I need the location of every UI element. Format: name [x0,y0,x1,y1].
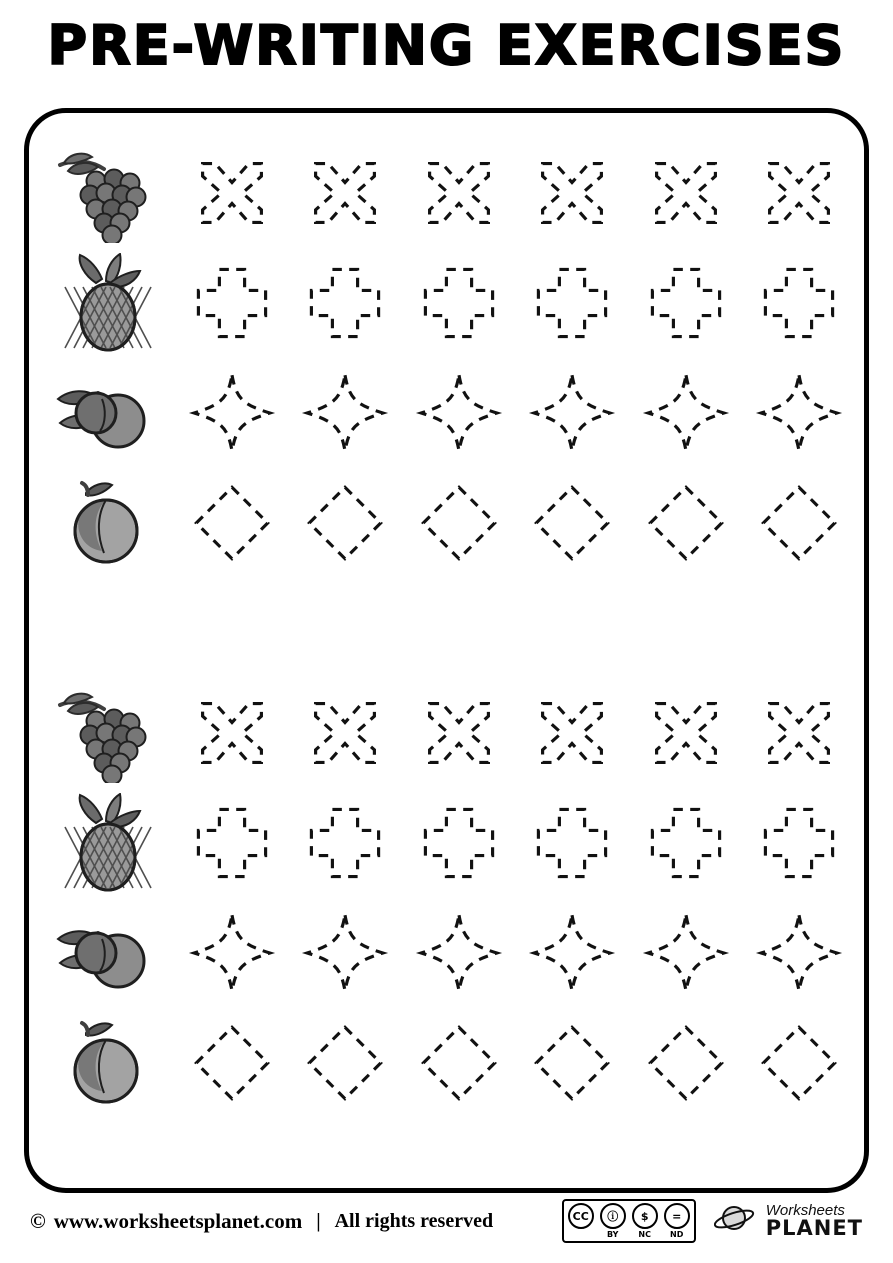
pineapple-icon [29,793,179,893]
rights-text: All rights reserved [334,1209,494,1232]
cc-item-nd [662,1203,692,1239]
plum-icon [29,363,179,463]
tracing-shapes-group [179,253,874,353]
tracing-shapes-group [179,793,874,893]
tracing-shape-plus[interactable] [747,253,852,353]
tracing-shape-star4[interactable] [747,903,852,1003]
worksheet-frame [24,108,869,1193]
worksheet-row [29,903,874,1003]
tracing-shape-diamond[interactable] [406,473,511,573]
cc-mark [566,1203,596,1239]
tracing-shape-x-cross[interactable] [179,683,284,783]
tracing-shape-plus[interactable] [179,253,284,353]
peach-icon [29,1013,179,1113]
page-title: PRE-WRITING EXERCISES [47,14,846,77]
brand-text [766,1203,863,1239]
tracing-shape-plus[interactable] [747,793,852,893]
footer-credit [30,1209,493,1234]
tracing-shape-plus[interactable] [633,253,738,353]
tracing-shape-star4[interactable] [406,903,511,1003]
tracing-shape-x-cross[interactable] [293,143,398,243]
brand-name-top: Worksheets [765,1202,845,1219]
cc-nd-label: ND [670,1230,684,1239]
footer-separator: | [316,1209,321,1232]
worksheet-row [29,143,874,243]
tracing-shape-star4[interactable] [520,903,625,1003]
website-url[interactable]: www.worksheetsplanet.com [53,1208,303,1233]
worksheet-row [29,683,874,783]
tracing-shape-diamond[interactable] [293,1013,398,1113]
peach-icon [29,473,179,573]
cc-license-badge [562,1199,696,1243]
grapes-icon [29,683,179,783]
tracing-shape-star4[interactable] [633,903,738,1003]
tracing-shapes-group [179,903,874,1003]
worksheet-row [29,253,874,353]
cc-mark-label [566,1230,596,1239]
tracing-shape-star4[interactable] [293,363,398,463]
tracing-shape-plus[interactable] [406,253,511,353]
cc-item-nc [630,1203,660,1239]
tracing-shape-plus[interactable] [293,253,398,353]
worksheet-row [29,363,874,463]
tracing-shape-x-cross[interactable] [520,143,625,243]
tracing-shape-x-cross[interactable] [520,683,625,783]
tracing-shape-star4[interactable] [293,903,398,1003]
tracing-shape-x-cross[interactable] [633,683,738,783]
tracing-shape-plus[interactable] [293,793,398,893]
brand-logo [714,1202,863,1241]
tracing-shape-star4[interactable] [179,363,284,463]
cc-mark-circle: CC [568,1203,594,1229]
tracing-shape-star4[interactable] [406,363,511,463]
worksheet-row [29,1013,874,1113]
tracing-shape-plus[interactable] [179,793,284,893]
tracing-shape-x-cross[interactable] [179,143,284,243]
tracing-shape-star4[interactable] [747,363,852,463]
tracing-shape-diamond[interactable] [179,473,284,573]
tracing-shape-diamond[interactable] [633,473,738,573]
brand-name-bottom: PLANET [765,1216,863,1240]
tracing-shapes-group [179,473,874,573]
pineapple-icon [29,253,179,353]
tracing-shape-x-cross[interactable] [747,683,852,783]
tracing-shapes-group [179,143,874,243]
tracing-shape-plus[interactable] [520,253,625,353]
copyright-symbol: © [30,1208,46,1233]
cc-nc-label: NC [638,1230,651,1239]
tracing-shapes-group [179,363,874,463]
grapes-icon [29,143,179,243]
tracing-shape-plus[interactable] [633,793,738,893]
worksheet-row [29,793,874,893]
cc-by-glyph: ⓘ [600,1203,626,1229]
tracing-shape-plus[interactable] [406,793,511,893]
tracing-shape-x-cross[interactable] [293,683,398,783]
tracing-shape-x-cross[interactable] [633,143,738,243]
cc-item-by [598,1203,628,1239]
cc-nc-glyph: $ [632,1203,658,1229]
cc-by-label: BY [606,1230,619,1239]
tracing-shape-diamond[interactable] [179,1013,284,1113]
worksheet-row [29,473,874,573]
tracing-shape-diamond[interactable] [520,473,625,573]
tracing-shape-x-cross[interactable] [406,683,511,783]
tracing-shape-diamond[interactable] [520,1013,625,1113]
tracing-shape-star4[interactable] [633,363,738,463]
tracing-shape-star4[interactable] [520,363,625,463]
tracing-shape-diamond[interactable] [747,473,852,573]
tracing-shape-x-cross[interactable] [747,143,852,243]
tracing-shape-plus[interactable] [520,793,625,893]
footer [0,1193,893,1249]
plum-icon [29,903,179,1003]
cc-nd-glyph: = [664,1203,690,1229]
tracing-shape-star4[interactable] [179,903,284,1003]
tracing-shape-x-cross[interactable] [406,143,511,243]
tracing-shape-diamond[interactable] [406,1013,511,1113]
tracing-shapes-group [179,1013,874,1113]
tracing-shape-diamond[interactable] [633,1013,738,1113]
tracing-shape-diamond[interactable] [293,473,398,573]
planet-icon [714,1202,758,1241]
tracing-shapes-group [179,683,874,783]
tracing-shape-diamond[interactable] [747,1013,852,1113]
